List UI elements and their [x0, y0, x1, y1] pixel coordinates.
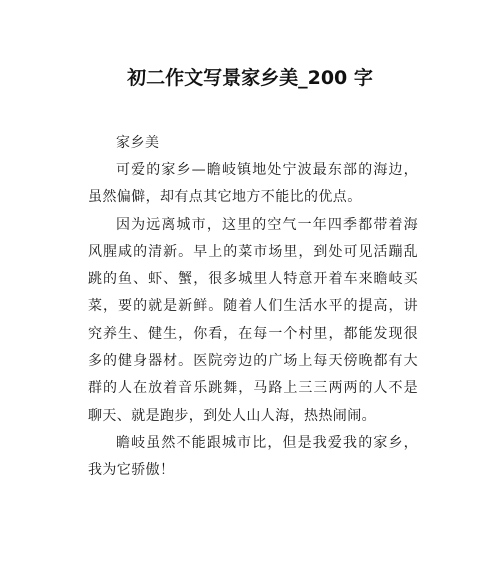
paragraph-2: 因为远离城市，这里的空气一年四季都带着海风腥咸的清新。早上的菜市场里，到处可见活蹦乱跳的鱼、虾、蟹，很多城里人特意开着车来瞻岐买菜，要的就是新鲜。随着人们生活水平的提高，讲究养生、健生，你看，在每一个村里，都能发现很多的健身器材。医院旁边的广场上每天傍晚都有大群的人在放着音乐跳舞，马路上三三两两的人不是聊天、就是跑步，到处人山人海，热热闹闹。	[88, 216, 418, 424]
document-title: 初二作文写景家乡美_200 字	[127, 67, 373, 89]
paragraph-1: 可爱的家乡—瞻岐镇地处宁波最东部的海边，虽然偏僻，却有点其它地方不能比的优点。	[88, 162, 418, 206]
paragraph-3: 瞻岐虽然不能跟城市比，但是我爱我的家乡，我为它骄傲！	[88, 434, 418, 479]
essay-body	[88, 130, 418, 485]
essay-heading: 家乡美	[116, 135, 160, 151]
